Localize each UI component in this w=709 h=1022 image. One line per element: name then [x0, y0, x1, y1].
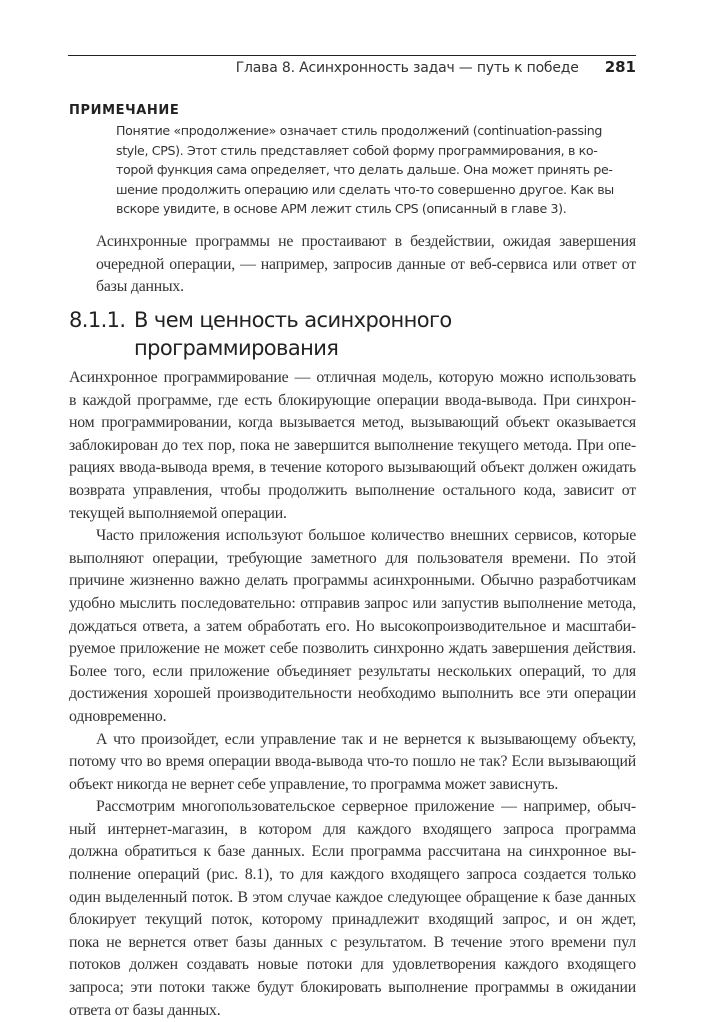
paragraph-line: удобно мыслить последовательно: отправив запрос или запустив выполнение метода,: [69, 594, 636, 612]
paragraph-line: объект никогда не вернет себе управление, то программа может зависнуть.: [69, 775, 559, 793]
note-line: Понятие «продолжение» означает стиль продолжений (continuation-passing: [116, 123, 603, 138]
paragraph: [69, 729, 636, 797]
paragraph-line: пока не вернется ответ базы данных с результатом. В течение этого времени пул: [69, 933, 636, 951]
intro-paragraph: [69, 231, 636, 299]
paragraph-line: полнение операций (рис. 8.1), то для каждого входящего запроса создается только: [69, 866, 636, 884]
paragraph-line: Рассмотрим многопользовательское серверное приложение — например, обыч-: [96, 798, 636, 816]
paragraph-line: Более того, если приложение объединяет результаты нескольких операций, то для: [69, 662, 636, 680]
paragraph-line: возврата управления, чтобы продолжить выполнение остального кода, зависит от: [69, 481, 636, 499]
paragraph-line: дождаться ответа, а затем обработать его. Но высокопроизводительное и масштаби-: [69, 617, 636, 635]
paragraph-line: запроса; эти потоки также будут блокировать выполнение программы в ожидании: [69, 979, 636, 997]
page-number: 281: [604, 58, 636, 76]
paragraph-line: блокирует текущий поток, которому принадлежит входящий запрос, и он ждет,: [69, 911, 636, 929]
note-line: шение продолжить операцию или сделать что-то совершенно другое. Как вы: [116, 181, 614, 197]
paragraph-line: А что произойдет, если управление так и не вернется к вызывающему объекту,: [96, 730, 636, 748]
section-title-line1: В чем ценность асинхронного: [134, 308, 452, 332]
paragraph-line: очередной операции, — например, запросив данные от веб-сервиса или ответ от: [96, 255, 636, 273]
paragraph-line: ном программировании, когда вызывается метод, вызывающий объект оказывается: [69, 414, 636, 432]
header-rule: [68, 55, 636, 56]
paragraph: [69, 796, 636, 1022]
note-line: торой функция сама определяет, что делать дальше. Она может принять ре-: [116, 162, 613, 177]
paragraph-line: достижения хорошей производительности необходимо выполнить все эти операции: [69, 685, 636, 703]
section-number: 8.1.1.: [69, 308, 126, 332]
paragraph: [69, 525, 636, 728]
paragraph-line: рациях ввода-вывода время, в течение которого вызывающий объект должен ожидать: [69, 459, 636, 477]
note-body: [116, 121, 614, 219]
paragraph-line: Асинхронное программирование — отличная модель, которую можно использовать: [69, 369, 636, 386]
paragraph-line: Асинхронные программы не простаивают в бездействии, ожидая завершения: [96, 233, 636, 250]
paragraph-line: руемое приложение не может себе позволить синхронно ждать завершения действия.: [69, 640, 636, 658]
paragraph-line: выполняют операции, требующие заметного для пользователя времени. По этой: [69, 549, 636, 567]
paragraph-line: базы данных.: [96, 278, 184, 296]
section-title-line2: программирования: [134, 336, 339, 360]
paragraph-line: в каждой программе, где есть блокирующие операции ввода-вывода. При синхрон-: [69, 391, 636, 409]
paragraph: [69, 367, 636, 525]
paragraph-line: ответа от базы данных.: [69, 1001, 221, 1019]
paragraph-line: потоков должен создавать новые потоки для удовлетворения каждого входящего: [69, 956, 636, 974]
running-head: [69, 58, 636, 80]
note-line: style, CPS). Этот стиль представляет собой форму программирования, в ко-: [116, 142, 598, 158]
paragraph-line: должна обратиться к базе данных. Если программа рассчитана на синхронное вы-: [69, 843, 636, 861]
section-heading: [69, 306, 636, 362]
paragraph-line: ный интернет-магазин, в котором для каждого входящего запроса программа: [69, 820, 636, 838]
chapter-title: Глава 8. Асинхронность задач — путь к победе: [235, 60, 579, 76]
note-line: вскоре увидите, в основе APM лежит стиль CPS (описанный в главе 3).: [116, 201, 567, 216]
paragraph-line: причине жизненно важно делать программы асинхронными. Обычно разработчикам: [69, 572, 636, 590]
section-body: [69, 367, 636, 1022]
paragraph-line: один выделенный поток. В этом случае каждое следующее обращение к базе данных: [69, 888, 636, 906]
paragraph-line: текущей выполняемой операции.: [69, 504, 287, 522]
paragraph-line: заблокирован до тех пор, пока не завершится выполнение текущего метода. При опе-: [69, 436, 636, 454]
paragraph-line: потому что во время операции ввода-вывода что-то пошло не так? Если вызывающий: [69, 753, 636, 771]
note-box: [69, 103, 636, 219]
paragraph-line: одновременно.: [69, 707, 167, 725]
paragraph-line: Часто приложения используют большое количество внешних сервисов, которые: [96, 527, 636, 545]
note-label: ПРИМЕЧАНИЕ: [69, 103, 180, 118]
